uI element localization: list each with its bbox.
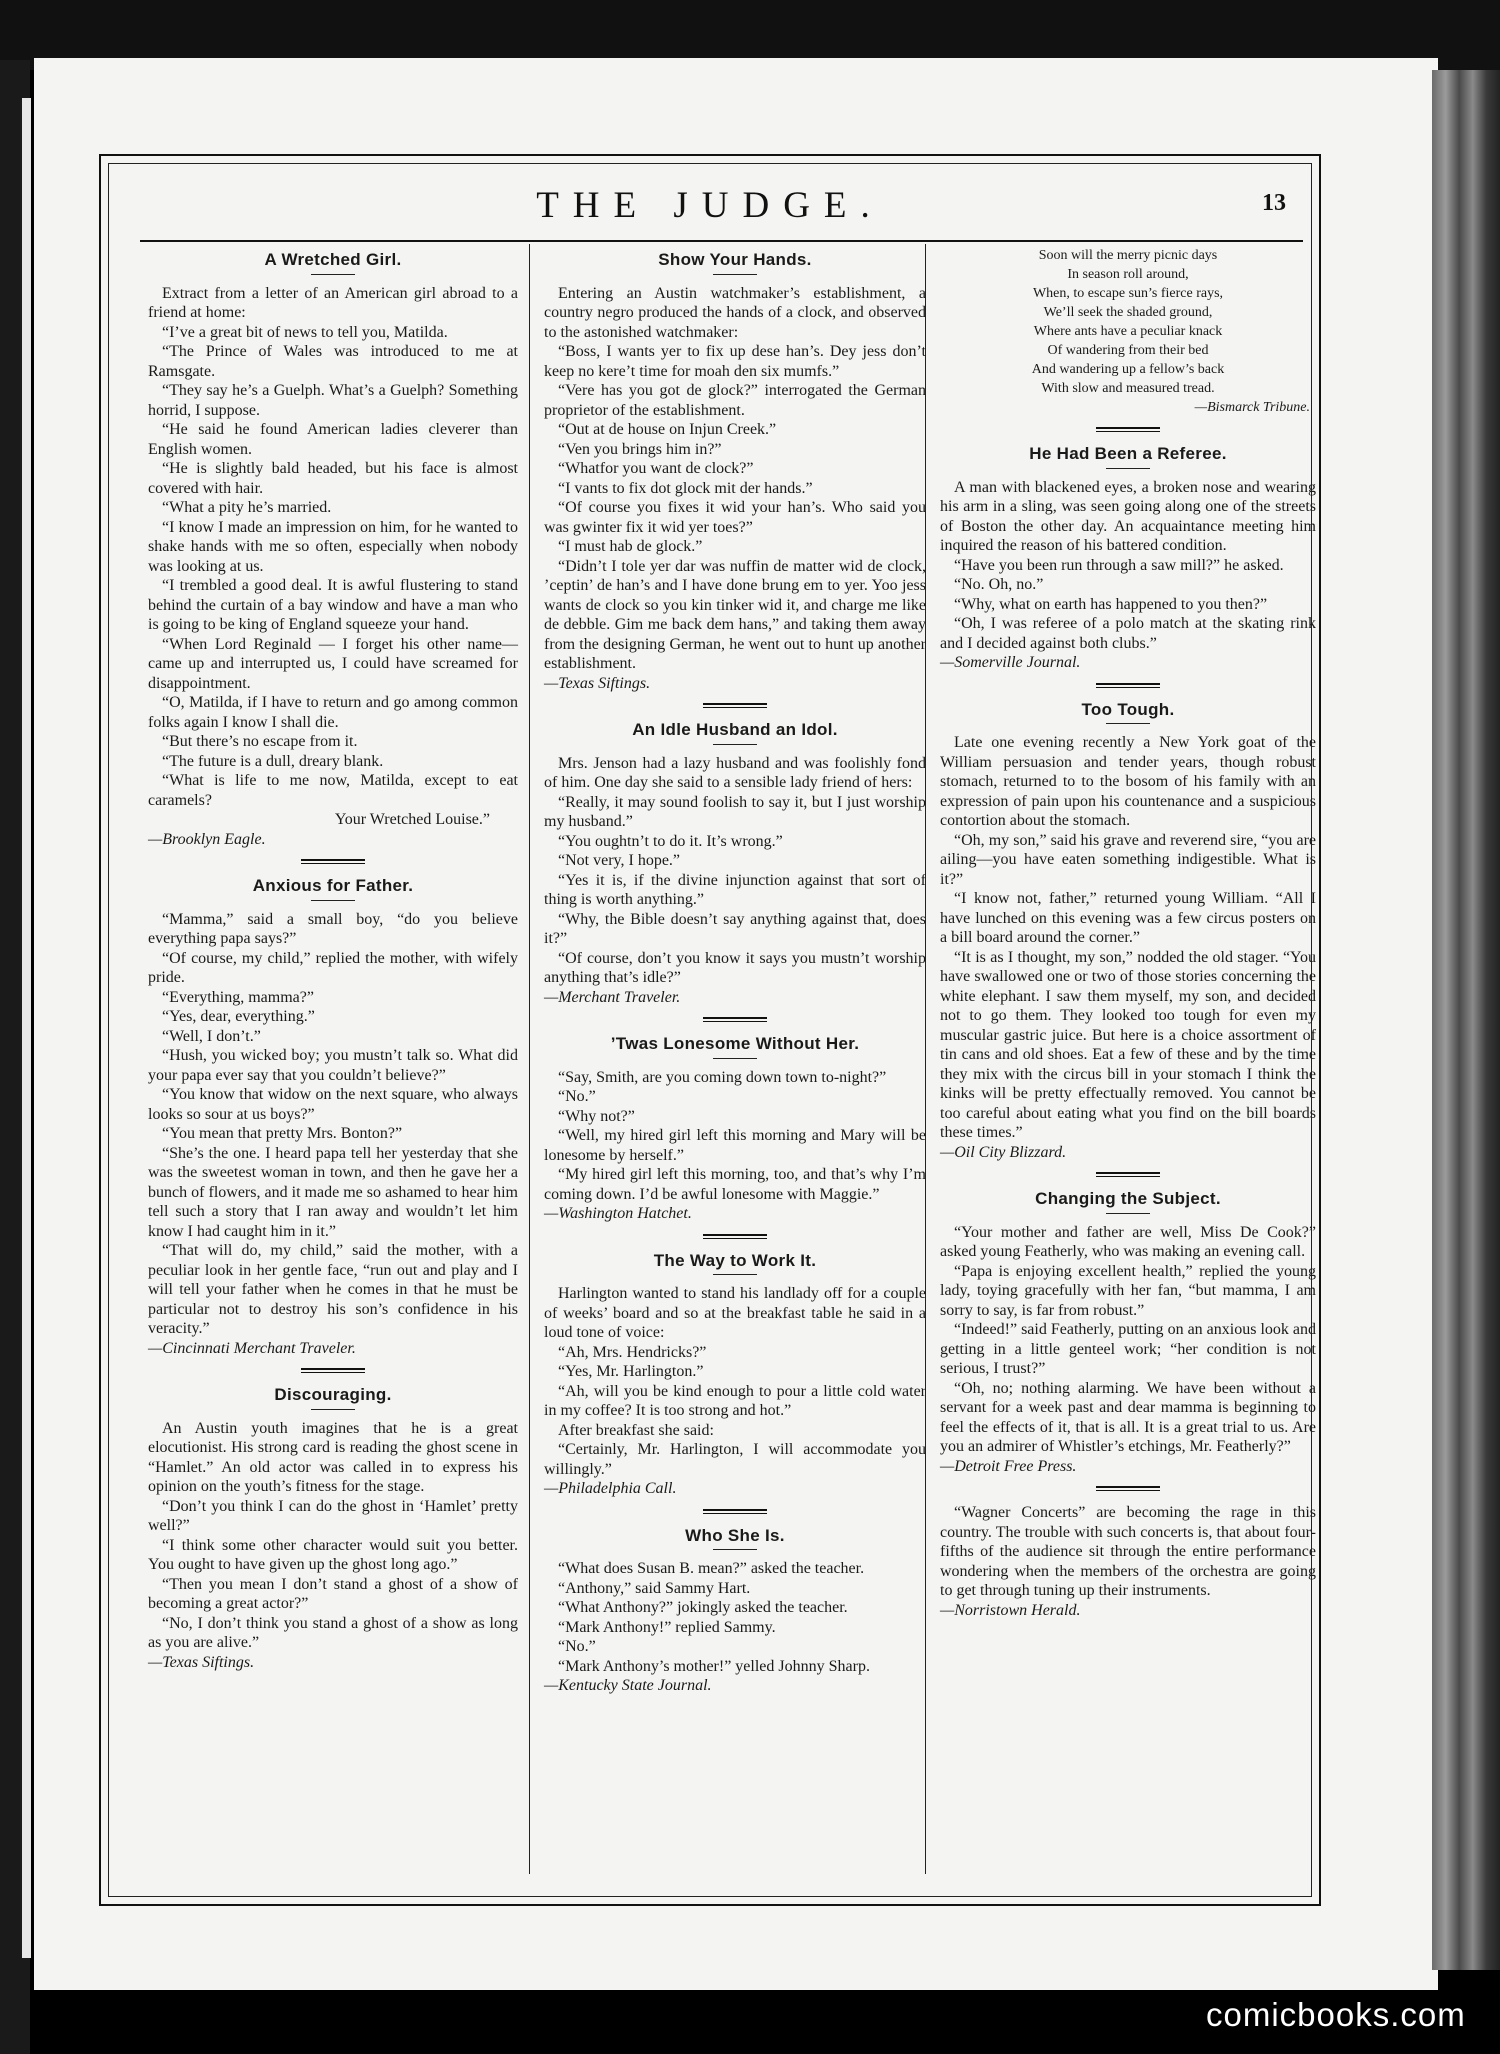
article-paragraph: “Then you mean I don’t stand a ghost of a show of becoming a great actor?”: [148, 1575, 518, 1612]
poem-line: In season roll around,: [1067, 267, 1189, 282]
title-rule: [713, 744, 757, 745]
section-divider: [703, 1017, 767, 1022]
article-paragraph: “But there’s no escape from it.: [162, 733, 358, 750]
title-rule: [713, 1058, 757, 1059]
article-paragraph: “What is life to me now, Matilda, except to eat caramels?: [148, 772, 518, 809]
section-divider: [301, 1368, 365, 1373]
article-paragraph: “Yes it is, if the divine injunction against that sort of thing is worth anything.”: [544, 871, 926, 908]
article-paragraph: “It is as I thought, my son,” nodded the old stager. “You have swallowed one or two of those stories concerning the white elephant. I saw them myself, my son, and decided not to go them. They looked too tough for even my muscular gastric juice. But here is a choice assortment of tin cans and old shoes. Eat a few of these and by the time they mix with the circus bill in your stomach I think the kinks will be pretty effectually removed. You cannot be too careful about eating what you find on the bill boards these times.”: [940, 948, 1316, 1141]
section-divider: [1096, 1486, 1160, 1491]
article-title: He Had Been a Referee.: [1029, 444, 1227, 463]
article-paragraph: “Out at de house on Injun Creek.”: [558, 421, 777, 438]
column-1: [148, 246, 518, 1678]
article-paragraph: “Your mother and father are well, Miss De Cook?” asked young Featherly, who was making an evening call.: [940, 1223, 1316, 1260]
article: [148, 1385, 518, 1672]
title-rule: [713, 1549, 757, 1550]
article: [148, 250, 518, 849]
article-paragraph: “The Prince of Wales was introduced to me at Ramsgate.: [148, 343, 518, 380]
section-divider: [1096, 683, 1160, 688]
article-paragraph: “You mean that pretty Mrs. Bonton?”: [162, 1125, 403, 1142]
poem-line: Soon will the merry picnic days: [1038, 248, 1218, 263]
poem-credit: —Bismarck Tribune.: [1194, 400, 1310, 415]
article-paragraph: “Mamma,” said a small boy, “do you believe everything papa says?”: [148, 910, 518, 947]
article: [940, 1503, 1316, 1620]
article-paragraph: “Why, the Bible doesn’t say anything against that, does it?”: [544, 910, 926, 947]
article-paragraph: “Ah, will you be kind enough to pour a little cold water in my coffee? It is too strong and hot.”: [544, 1382, 926, 1419]
masthead-rule: [140, 240, 1303, 242]
column-divider-1: [529, 244, 530, 1874]
article-credit: —Kentucky State Journal.: [544, 1677, 712, 1694]
article-title: Show Your Hands.: [658, 250, 812, 269]
article-credit: —Texas Siftings.: [148, 1653, 255, 1671]
article-paragraph: “Whatfor you want de clock?”: [558, 460, 754, 477]
title-rule: [311, 900, 355, 901]
article-paragraph: Harlington wanted to stand his landlady off for a couple of weeks’ board and so at the breakfast table he said in a loud tone of voice:: [544, 1285, 926, 1341]
article-credit: —Texas Siftings.: [544, 674, 651, 692]
article-title: ’Twas Lonesome Without Her.: [610, 1034, 860, 1053]
article: [940, 444, 1316, 673]
article-paragraph: “Wagner Concerts” are becoming the rage in this country. The trouble with such concerts is, that about four-fifths of the audience sit through the entire performance wondering when the members of the orchestra are going to get through tuning up their instruments.: [940, 1504, 1316, 1599]
article-paragraph: “Didn’t I tole yer dar was nuffin de matter wid de clock, ’ceptin’ de han’s and I have done brung em to yer. Yoo jess wants de clock so you kin tinker wid it, and charge me like de debble. Gim me back dem hans,” and taking them away from the designing German, he went out to hunt up another establishment.: [544, 557, 926, 672]
article-credit: —Washington Hatchet.: [544, 1205, 692, 1222]
article: [940, 700, 1316, 1163]
article-paragraph: “Really, it may sound foolish to say it, but I just worship my husband.”: [544, 793, 926, 830]
article-paragraph: “Yes, dear, everything.”: [162, 1008, 315, 1025]
poem-line: With slow and measured tread.: [1041, 381, 1215, 396]
article-paragraph: “Hush, you wicked boy; you mustn’t talk so. What did your papa ever say that you couldn’t believe?”: [148, 1047, 518, 1084]
article-paragraph: “What Anthony?” jokingly asked the teacher.: [558, 1599, 848, 1616]
article-title: Changing the Subject.: [1035, 1189, 1221, 1208]
article-paragraph: “O, Matilda, if I have to return and go among common folks again I know I shall die.: [148, 694, 518, 731]
page-stack-edge: [1432, 70, 1500, 1970]
article-credit: —Cincinnati Merchant Traveler.: [148, 1339, 356, 1357]
article-paragraph: “Oh, no; nothing alarming. We have been without a servant for a week past and dear mamma is beginning to feel the effects of it, that is all. It is a great trial to us. Are you an admirer of Whistler’s etchings, Mr. Featherly?”: [940, 1379, 1316, 1455]
article-paragraph: “They say he’s a Guelph. What’s a Guelph? Something horrid, I suppose.: [148, 382, 518, 419]
article-paragraph: “I think some other character would suit you better. You ought to have given up the ghost long ago.”: [148, 1536, 518, 1573]
section-divider: [1096, 427, 1160, 432]
article-paragraph: “Boss, I wants yer to fix up dese han’s. Dey jess don’t keep no kere’t time for moah den six mumfs.”: [544, 343, 926, 380]
article-title: An Idle Husband an Idol.: [632, 720, 838, 739]
article-paragraph: “Well, my hired girl left this morning and Mary will be lonesome by herself.”: [544, 1127, 926, 1164]
title-rule: [1106, 468, 1150, 469]
article-credit: —Detroit Free Press.: [940, 1457, 1077, 1475]
article: [148, 876, 518, 1358]
article-paragraph: “I know not, father,” returned young William. “All I have lunched on this evening was a few circus posters on a bill board around the corner.”: [940, 890, 1316, 946]
article-paragraph: “The future is a dull, dreary blank.: [162, 752, 384, 770]
article-paragraph: “Not very, I hope.”: [558, 852, 681, 869]
article-paragraph: Extract from a letter of an American girl abroad to a friend at home:: [148, 284, 518, 321]
column-3: [940, 246, 1316, 1626]
article-paragraph: “Don’t you think I can do the ghost in ‘Hamlet’ pretty well?”: [148, 1497, 518, 1534]
article-credit: —Somerville Journal.: [940, 654, 1081, 671]
article-paragraph: “Oh, my son,” said his grave and reverend sire, “you are ailing—you have eaten something indigestible. What is it?”: [940, 831, 1316, 888]
poem-line: Of wandering from their bed: [1047, 343, 1209, 358]
article-title: A Wretched Girl.: [264, 250, 402, 269]
article-paragraph: “Oh, I was referee of a polo match at the skating rink and I decided against both clubs.”: [940, 615, 1316, 652]
article-title: Too Tough.: [1081, 699, 1175, 719]
article-paragraph: “Vere has you got de glock?” interrogated the German proprietor of the establishment.: [544, 382, 926, 419]
poem-line: We’ll seek the shaded ground,: [1043, 305, 1213, 320]
article-credit: —Norristown Herald.: [940, 1601, 1081, 1619]
article-paragraph: After breakfast she said:: [558, 1421, 714, 1439]
article-paragraph: “You oughtn’t to do it. It’s wrong.”: [558, 832, 783, 850]
article-paragraph: “No.”: [558, 1088, 596, 1105]
article-credit: —Oil City Blizzard.: [940, 1143, 1067, 1161]
article-paragraph: “She’s the one. I heard papa tell her yesterday that she was the sweetest woman in town, and then he gave her a bunch of flowers, and it made me so ashamed to hear him tell such a story that I ran away and wouldn’t let him know I had caught him in it.”: [148, 1144, 518, 1240]
article-paragraph: “Certainly, Mr. Harlington, I will accommodate you willingly.”: [544, 1441, 926, 1478]
title-rule: [311, 274, 355, 275]
article-paragraph: “No.”: [558, 1638, 596, 1655]
article-signature: Your Wretched Louise.”: [334, 811, 490, 828]
section-divider: [1096, 1172, 1160, 1177]
section-divider: [703, 1234, 767, 1239]
article-paragraph: “Why, what on earth has happened to you then?”: [954, 595, 1268, 613]
article-paragraph: “No. Oh, no.”: [954, 576, 1044, 593]
poem-line: Where ants have a peculiar knack: [1033, 324, 1223, 339]
article-paragraph: “Mark Anthony!” replied Sammy.: [558, 1618, 776, 1636]
article-paragraph: “He is slightly bald headed, but his face is almost covered with hair.: [148, 460, 518, 497]
article-paragraph: Mrs. Jenson had a lazy husband and was foolishly fond of him. One day she said to a sensible lady friend of hers:: [544, 754, 926, 791]
column-2: [544, 246, 926, 1702]
article-title: Who She Is.: [685, 1525, 785, 1545]
article-paragraph: “Everything, mamma?”: [162, 988, 314, 1006]
article-paragraph: “Well, I don’t.”: [162, 1027, 261, 1045]
article-paragraph: “I must hab de glock.”: [558, 538, 703, 555]
article: [544, 1526, 926, 1696]
article-paragraph: “Papa is enjoying excellent health,” replied the young lady, toying gracefully with her fan, “but mamma, I am sorry to say, is far from robust.”: [940, 1262, 1316, 1319]
article-paragraph: “Ven you brings him in?”: [558, 440, 722, 458]
title-rule: [1106, 1213, 1150, 1214]
page-number: 13: [1262, 190, 1286, 216]
title-rule: [713, 1274, 757, 1275]
article-paragraph: “That will do, my child,” said the mother, with a peculiar look in her gentle face, “run out and play and I will tell your father when he comes in that he must be particular not to destroy his son’s confidence in his veracity.”: [148, 1242, 518, 1337]
article-credit: —Brooklyn Eagle.: [148, 830, 266, 848]
section-divider: [703, 1509, 767, 1514]
article: [544, 1034, 926, 1224]
picnic-poem: [940, 246, 1316, 417]
section-divider: [301, 859, 365, 864]
article-paragraph: “I trembled a good deal. It is awful flustering to stand behind the curtain of a bay window and have a man who is going to be king of England squeeze your hand.: [148, 577, 518, 633]
title-rule: [311, 1409, 355, 1410]
article-paragraph: An Austin youth imagines that he is a great elocutionist. His strong card is reading the ghost scene in “Hamlet.” An old actor was called in to express his opinion on the youth’s fitness for the stage.: [148, 1419, 518, 1495]
article-title: The Way to Work It.: [653, 1250, 817, 1270]
article-paragraph: “Of course, don’t you know it says you mustn’t worship anything that’s idle?”: [544, 949, 926, 986]
article-paragraph: “Indeed!” said Featherly, putting on an anxious look and getting in a little genteel work; “her condition is not serious, I trust?”: [940, 1321, 1316, 1377]
title-rule: [713, 274, 757, 275]
article-paragraph: Entering an Austin watchmaker’s establishment, a country negro produced the hands of a clock, and observed to the astonished watchmaker:: [544, 284, 926, 341]
poem-line: When, to escape sun’s fierce rays,: [1032, 286, 1224, 301]
article-paragraph: A man with blackened eyes, a broken nose and wearing his arm in a sling, was seen going along one of the streets of Boston the other day. An acquaintance meeting him inquired the reason of his battered condition.: [940, 478, 1316, 554]
article-paragraph: “Of course you fixes it wid your han’s. Who said you was gwinter fix it wid yer toes?”: [544, 499, 926, 536]
article-paragraph: “Say, Smith, are you coming down town to-night?”: [558, 1068, 887, 1086]
article-title: Discouraging.: [274, 1385, 392, 1404]
article-paragraph: “You know that widow on the next square, who always looks so sour at us boys?”: [148, 1086, 518, 1123]
article-paragraph: “What a pity he’s married.: [162, 499, 332, 516]
article-paragraph: “I’ve a great bit of news to tell you, Matilda.: [162, 323, 448, 341]
article-paragraph: “Anthony,” said Sammy Hart.: [558, 1579, 751, 1597]
article-paragraph: “I know I made an impression on him, for he wanted to shake hands with me so often, especially when nobody was looking at us.: [148, 518, 518, 575]
article-paragraph: “Yes, Mr. Harlington.”: [558, 1363, 704, 1380]
article-paragraph: “My hired girl left this morning, too, and that’s why I’m coming down. I’d be awful lonesome with Maggie.”: [544, 1166, 926, 1203]
poem-line: And wandering up a fellow’s back: [1031, 362, 1225, 377]
article-title: Anxious for Father.: [252, 876, 414, 895]
section-divider: [703, 703, 767, 708]
article-credit: —Merchant Traveler.: [544, 988, 681, 1006]
article-paragraph: “What does Susan B. mean?” asked the teacher.: [558, 1560, 865, 1577]
article-credit: —Philadelphia Call.: [544, 1480, 677, 1497]
article-paragraph: Late one evening recently a New York goat of the William persuasion and tender years, though robust stomach, returned to to the bosom of his family with an expression of pain upon his countenance and a suspicious contortion about the stomach.: [940, 734, 1316, 829]
title-rule: [1106, 723, 1150, 724]
watermark: comicbooks.com: [1206, 1996, 1466, 2033]
article-paragraph: “Have you been run through a saw mill?” he asked.: [954, 556, 1284, 574]
article: [940, 1189, 1316, 1476]
article-paragraph: “No, I don’t think you stand a ghost of a show as long as you are alive.”: [148, 1614, 518, 1651]
article-paragraph: “He said he found American ladies cleverer than English women.: [148, 421, 518, 458]
article: [544, 1251, 926, 1499]
article: [544, 250, 926, 693]
previous-page-edge: [22, 98, 31, 1958]
article: [544, 720, 926, 1007]
article-paragraph: “Why not?”: [558, 1107, 635, 1125]
article-paragraph: “I vants to fix dot glock mit der hands.”: [558, 479, 813, 497]
masthead-title: THE JUDGE.: [536, 185, 884, 226]
article-paragraph: “Mark Anthony’s mother!” yelled Johnny Sharp.: [558, 1657, 870, 1675]
article-paragraph: “Ah, Mrs. Hendricks?”: [558, 1343, 707, 1361]
article-paragraph: “Of course, my child,” replied the mother, with wifely pride.: [148, 949, 518, 986]
article-paragraph: “When Lord Reginald — I forget his other name—came up and interrupted us, I could have screamed for disappointment.: [148, 635, 518, 692]
